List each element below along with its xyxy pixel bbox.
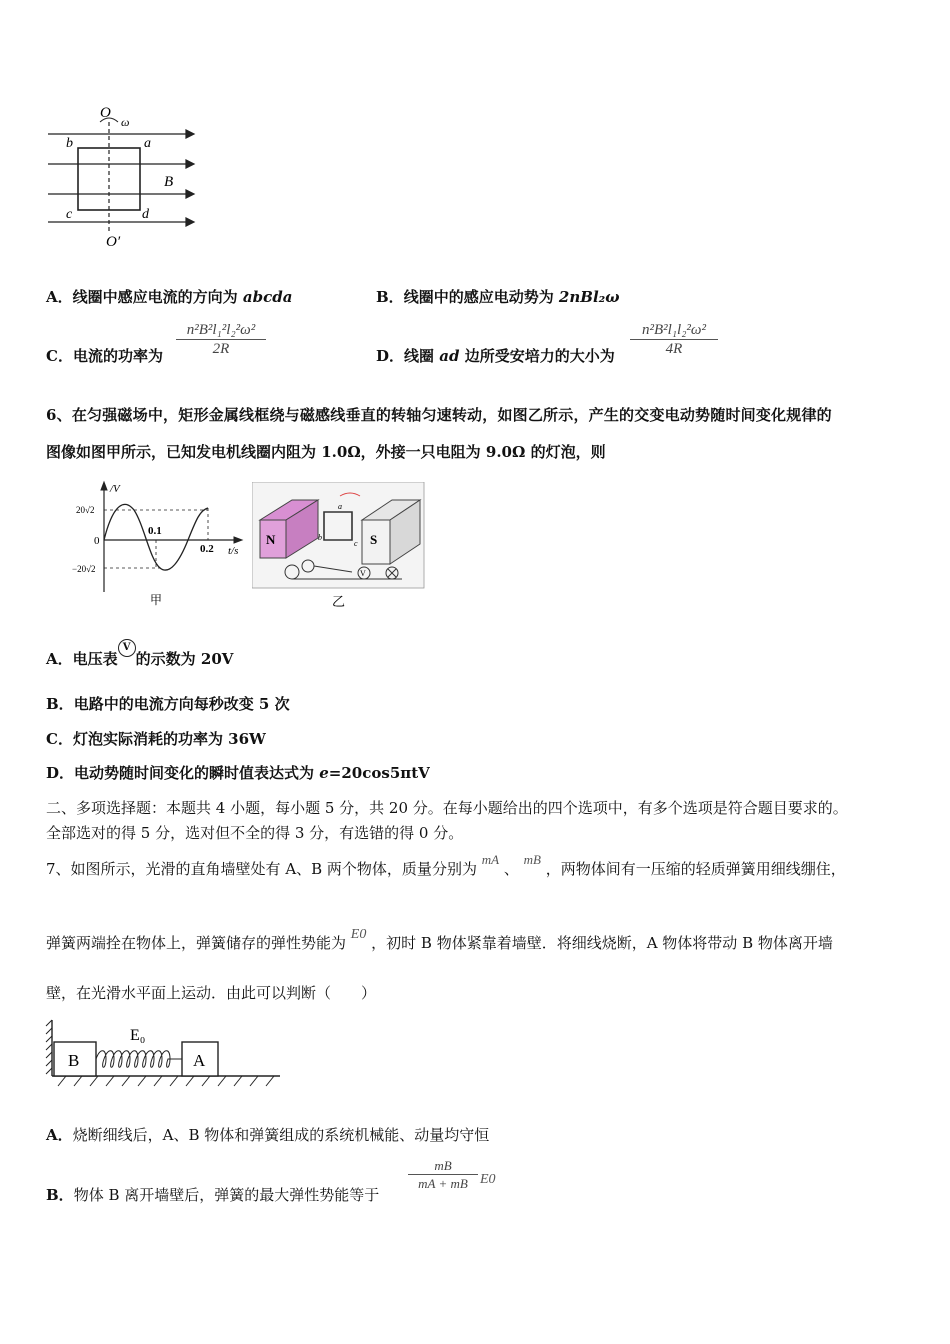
q7-option-a: A．烧断细线后，A、B 物体和弹簧组成的系统机械能、动量均守恒 [46,1126,490,1144]
device-voltmeter: V [360,569,366,578]
coil-a: a [338,502,342,511]
label-a: a [144,136,151,151]
q7-stem-line1: 7、如图所示，光滑的直角墙壁处有 A、B 两个物体，质量分别为 mA 、 mB ，两物体间有一压缩的轻质弹簧用细线绷住， [46,852,846,878]
q6-option-b: B．电路中的电流方向每秒改变 5 次 [46,695,290,713]
magnet-S: S [370,532,378,547]
graph-ybottom: −20√2 [72,564,96,574]
q5-option-d: D．线圈 ad 边所受安培力的大小为 [376,347,615,365]
q5-option-b: B．线圈中的感应电动势为 2nBl₂ω [376,288,620,306]
voltmeter-icon: V [118,639,136,657]
label-b: b [66,136,73,151]
q7-stem-line2: 弹簧两端拴在物体上，弹簧储存的弹性势能为 E0 ，初时 B 物体紧靠着墙壁．将细线烧断，A 物体将带动 B 物体离开墙 [46,927,833,952]
label-B: B [164,174,174,190]
label-O-prime: O′ [106,234,121,250]
q5-option-c: C．电流的功率为 [46,347,163,365]
coil-b: b [318,533,322,542]
block-b-label: B [68,1051,80,1070]
graph-xlabel: t/s [228,545,239,557]
q6-stem-line2: 图像如图甲所示，已知发电机线圈内阻为 1.0Ω，外接一只电阻为 9.0Ω 的灯泡，则 [46,443,606,461]
emf-graph [70,480,250,610]
device-caption: 乙 [332,594,346,609]
q6-option-a: A．电压表V的示数为 20V [46,648,233,671]
coil-c: c [354,539,358,548]
graph-ylabel: /V [110,483,120,495]
spring-figure [44,1014,284,1090]
q6-stem-line1: 6、在匀强磁场中，矩形金属线框绕与磁感线垂直的转轴匀速转动，如图乙所示，产生的交变电动势随时间变化规律的 [46,406,832,424]
graph-zero: 0 [94,535,100,547]
label-omega: ω [121,115,130,129]
section2-line2: 全部选对的得 5 分，选对但不全的得 3 分，有选错的得 0 分。 [46,824,464,842]
label-c: c [66,207,73,222]
q5-option-a: A．线圈中感应电流的方向为 abcda [46,288,293,306]
spring [96,1051,182,1068]
q6-option-d: D．电动势随时间变化的瞬时值表达式为 e=20cos5πtV [46,764,430,782]
var-E0: E0 [350,927,367,942]
generator-figure [252,482,426,612]
coil-figure [40,100,200,260]
label-d: d [142,207,149,222]
q5-option-c-formula: $\frac{\text{n²B²l₁²l₂²ω²}}{2R}$ [176,322,266,358]
graph-caption: 甲 [150,593,163,607]
graph-t1: 0.1 [148,525,162,537]
graph-t2: 0.2 [200,543,214,555]
label-O: O [100,105,111,121]
section2-line1: 二、多项选择题：本题共 4 小题，每小题 5 分，共 20 分。在每小题给出的四个选项中，有多个选项是符合题目要求的。 [46,799,848,817]
magnet-N: N [266,532,276,547]
block-a-label: A [193,1051,206,1070]
q6-option-c: C．灯泡实际消耗的功率为 36W [46,730,266,748]
q7-option-b-formula: $\frac{mB}{mA + mB}$ [408,1158,478,1192]
q7-option-b-tail: E0 [480,1172,496,1187]
q7-option-b: B．物体 B 离开墙壁后，弹簧的最大弹性势能等于 [46,1186,380,1204]
spring-energy-label: E₀ [130,1027,146,1044]
q5-option-d-formula: $\frac{\text{n²B²l₁l₂²ω²}}{4R}$ [630,322,718,358]
var-mB: mB [523,852,541,867]
var-mA: mA [481,852,500,867]
q7-stem-line3: 壁，在光滑水平面上运动．由此可以判断（ ） [46,984,377,1002]
graph-ytop: 20√2 [76,505,95,515]
